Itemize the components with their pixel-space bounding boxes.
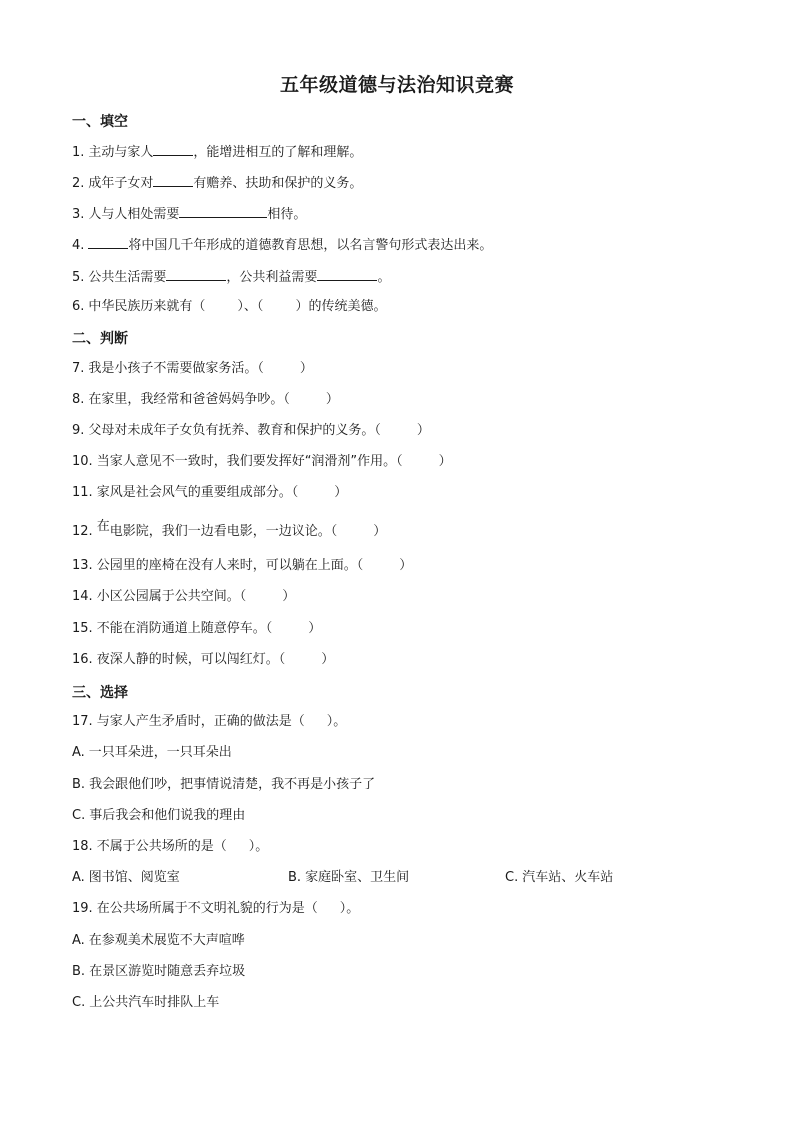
question-1: 1. 主动与家人 ，能增进相互的了解和理解。 <box>72 142 362 162</box>
answer-blank[interactable] <box>153 173 193 187</box>
answer-blank[interactable] <box>153 142 193 156</box>
section-heading-fill: 一、填空 <box>72 114 128 130</box>
question-17: 17. 与家人产生矛盾时，正确的做法是（ ）。 <box>72 714 347 729</box>
section-heading-judge: 二、判断 <box>72 331 128 347</box>
option-17-a[interactable]: A. 一只耳朵进，一只耳朵出 <box>72 745 232 760</box>
question-7: 7. 我是小孩子不需要做家务活。（ ） <box>72 361 313 376</box>
question-8: 8. 在家里，我经常和爸爸妈妈争吵。（ ） <box>72 392 339 407</box>
option-19-a[interactable]: A. 在参观美术展览不大声喧哗 <box>72 933 245 948</box>
answer-blank[interactable] <box>88 235 128 249</box>
answer-blank[interactable] <box>179 204 267 218</box>
question-19: 19. 在公共场所属于不文明礼貌的行为是（ ）。 <box>72 901 360 916</box>
option-19-c[interactable]: C. 上公共汽车时排队上车 <box>72 995 220 1010</box>
question-10: 10. 当家人意见不一致时，我们要发挥好“润滑剂”作用。（ ） <box>72 454 452 469</box>
question-18: 18. 不属于公共场所的是（ ）。 <box>72 839 269 854</box>
question-16: 16. 夜深人静的时候，可以闯红灯。（ ） <box>72 652 335 667</box>
question-6: 6. 中华民族历来就有（ ）、（ ）的传统美德。 <box>72 299 387 314</box>
question-14: 14. 小区公园属于公共空间。（ ） <box>72 589 296 604</box>
option-19-b[interactable]: B. 在景区游览时随意丢弃垃圾 <box>72 964 246 979</box>
answer-blank[interactable] <box>166 267 226 281</box>
question-11: 11. 家风是社会风气的重要组成部分。（ ） <box>72 485 348 500</box>
question-4: 4. 将中国几千年形成的道德教育思想，以名言警句形式表达出来。 <box>72 235 492 255</box>
question-13: 13. 公园里的座椅在没有人来时，可以躺在上面。（ ） <box>72 558 413 573</box>
option-18-b[interactable]: B. 家庭卧室、卫生间 <box>288 870 410 885</box>
option-17-b[interactable]: B. 我会跟他们吵，把事情说清楚，我不再是小孩子了 <box>72 777 376 792</box>
question-15: 15. 不能在消防通道上随意停车。（ ） <box>72 621 322 636</box>
page-title: 五年级道德与法治知识竞赛 <box>279 74 514 96</box>
section-heading-choice: 三、选择 <box>72 685 128 701</box>
question-9: 9. 父母对未成年子女负有抚养、教育和保护的义务。（ ） <box>72 423 430 438</box>
question-2: 2. 成年子女对 有赡养、扶助和保护的义务。 <box>72 173 362 193</box>
question-3: 3. 人与人相处需要 相待。 <box>72 204 306 224</box>
option-17-c[interactable]: C. 事后我会和他们说我的理由 <box>72 808 246 823</box>
question-12: 12. 在电影院，我们一边看电影，一边议论。（ ） <box>72 519 387 539</box>
answer-blank[interactable] <box>317 267 377 281</box>
question-5: 5. 公共生活需要 ，公共利益需要 。 <box>72 267 390 287</box>
option-18-c[interactable]: C. 汽车站、火车站 <box>505 870 614 885</box>
option-18-a[interactable]: A. 图书馆、阅览室 <box>72 870 180 885</box>
